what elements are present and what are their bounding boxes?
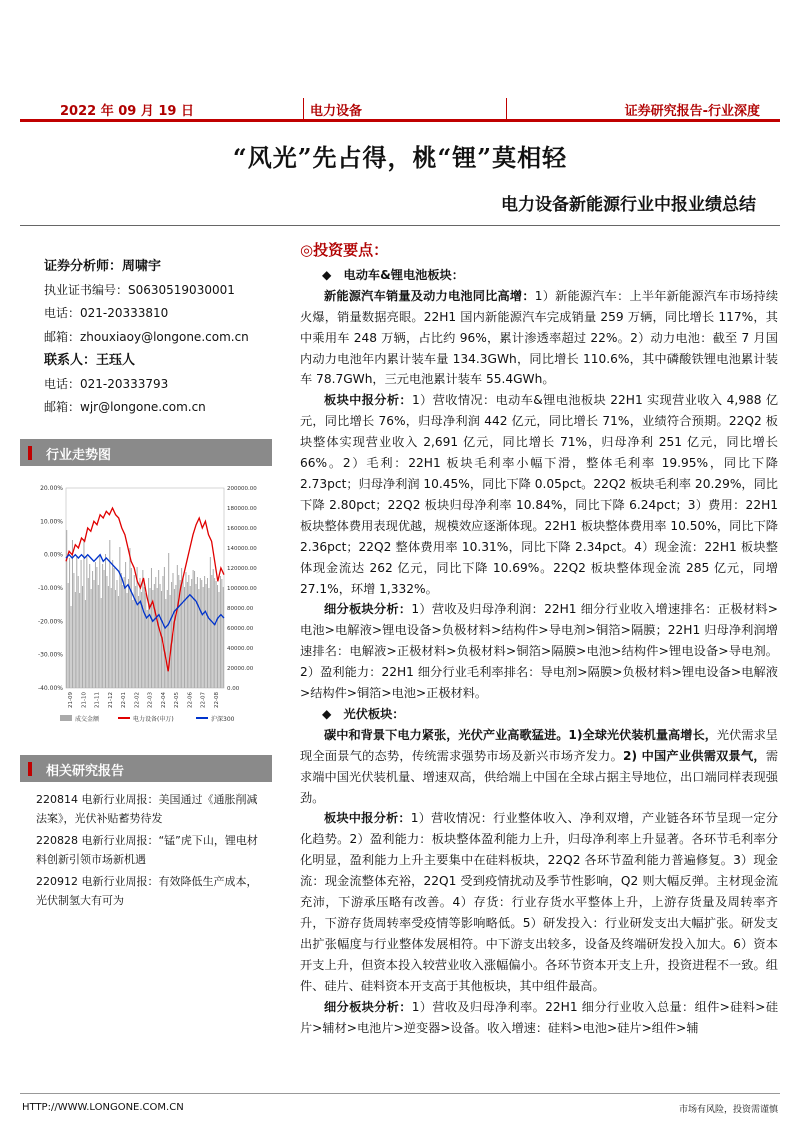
- volume-bar: [134, 575, 135, 688]
- contact-phone: 电话：021-20333793: [44, 376, 169, 391]
- x-axis-tick-label: 22-06: [187, 692, 194, 708]
- volume-bar: [223, 587, 224, 688]
- volume-bar: [129, 548, 130, 688]
- x-axis-tick-label: 21-10: [81, 692, 88, 708]
- volume-bar: [195, 584, 196, 688]
- volume-bar: [69, 558, 70, 688]
- volume-bar: [221, 579, 222, 688]
- left-axis-tick-label: -40.00%: [37, 685, 63, 692]
- trend-heading: 行业走势图: [20, 439, 272, 466]
- contact-email[interactable]: 邮箱：wjr@longone.com.cn: [44, 400, 206, 414]
- volume-bar: [147, 610, 148, 688]
- ev-section-bullet: ◆ 电动车&锂电池板块：: [322, 267, 464, 282]
- volume-bar: [122, 585, 123, 688]
- volume-bar: [188, 575, 189, 688]
- volume-bar: [183, 578, 184, 688]
- left-axis-tick-label: -10.00%: [37, 585, 63, 592]
- right-axis-tick-label: 60000.00: [227, 626, 254, 632]
- analyst-phone: 电话：021-20333810: [44, 306, 169, 320]
- related-reports-heading: 相关研究报告: [20, 755, 272, 782]
- volume-bar: [175, 585, 176, 688]
- report-sector: 电力设备: [310, 104, 363, 119]
- volume-bar: [155, 577, 156, 688]
- volume-bar: [101, 598, 102, 688]
- volume-bar: [138, 596, 139, 688]
- left-axis-tick-label: 10.00%: [40, 518, 63, 526]
- volume-bar: [125, 562, 126, 688]
- legend-label: 沪深300: [211, 716, 235, 723]
- volume-bar: [211, 575, 212, 688]
- analyst-info: [44, 255, 274, 420]
- volume-bar: [213, 569, 214, 688]
- volume-bar: [210, 557, 211, 688]
- volume-bar: [89, 564, 90, 688]
- volume-bar: [142, 570, 143, 688]
- volume-bar: [193, 570, 194, 688]
- volume-bar: [95, 562, 96, 688]
- left-axis-tick-label: -20.00%: [37, 618, 63, 626]
- footer-url[interactable]: HTTP://WWW.LONGONE.COM.CN: [22, 1102, 184, 1113]
- volume-bar: [214, 578, 215, 688]
- header-divider: [506, 98, 507, 120]
- volume-bar: [218, 592, 219, 688]
- volume-bar: [98, 585, 99, 688]
- report-date: 2022 年 09 月 19 日: [60, 104, 194, 119]
- volume-bar: [139, 578, 140, 688]
- page-footer: [20, 1093, 780, 1115]
- volume-bar: [116, 580, 117, 688]
- volume-bar: [154, 584, 155, 688]
- volume-bar: [128, 579, 129, 688]
- related-report-item[interactable]: 220912 电新行业周报：有效降低生产成本，光伏制氢大有可为: [36, 875, 258, 907]
- volume-bar: [167, 590, 168, 688]
- volume-bar: [148, 578, 149, 688]
- volume-bar: [81, 560, 82, 688]
- ev-paragraph-3: 细分板块分析：1）营收及归母净利润：22H1 细分行业收入增速排名：正极材料>电池>电解液>锂电设备>负极材料>结构件>导电剂>铜箔>隔膜；22H1 归母净利润增速排名：电解液>正极材料>负极材料>铜箔>隔膜>电池>结构件>锂电设备>导电剂。2）盈利能力：22H1 细分行业毛利率排名：导电剂>隔膜>负极材料>锂电设备>电解液>结构件>铜箔>电池>正极材料。: [300, 602, 778, 701]
- volume-bar: [79, 593, 80, 688]
- volume-bar: [66, 530, 67, 688]
- volume-bar: [217, 585, 218, 688]
- volume-bar: [124, 577, 125, 688]
- volume-bar: [206, 584, 207, 688]
- x-axis-tick-label: 21-11: [94, 692, 101, 708]
- volume-bar: [150, 588, 151, 688]
- volume-bar: [178, 575, 179, 688]
- volume-bar: [145, 593, 146, 688]
- volume-bar: [99, 556, 100, 688]
- volume-bar: [118, 596, 119, 688]
- x-axis-tick-label: 22-07: [200, 692, 207, 708]
- report-type: 证券研究报告-行业深度: [624, 104, 760, 119]
- volume-bar: [88, 578, 89, 688]
- volume-bar: [82, 586, 83, 688]
- volume-bar: [85, 600, 86, 688]
- volume-bar: [127, 593, 128, 688]
- left-axis-tick-label: -30.00%: [37, 651, 63, 659]
- volume-bar: [121, 573, 122, 688]
- volume-bar: [106, 576, 107, 688]
- volume-bar: [75, 592, 76, 688]
- related-reports-list: [36, 790, 268, 913]
- x-axis-tick-label: 22-02: [134, 692, 141, 708]
- volume-bar: [190, 586, 191, 688]
- volume-bar: [131, 568, 132, 688]
- volume-bar: [114, 568, 115, 688]
- x-axis-tick-label: 22-08: [214, 692, 220, 708]
- volume-bar: [170, 595, 171, 688]
- right-axis-tick-label: 120000.00: [227, 566, 257, 572]
- volume-bar: [91, 589, 92, 688]
- title-divider: [20, 225, 780, 226]
- report-subtitle: 电力设备新能源行业中报业绩总结: [501, 195, 756, 215]
- ev-paragraph-2: 板块中报分析：1）营收情况：电动车&锂电池板块 22H1 实现营业收入 4,988 亿元，同比增长 76%，归母净利润 442 亿元，同比增长 71%，业绩符合预期。22Q2 板块整体实现营业收入 2,691 亿元，同比增长 71%，归母净利 251 亿元，同比增长 66%。2）毛利：22H1 板块毛利率小幅下滑，整体毛利率 19.95%，同比下降 2.73pct；归母净利润 10.45%，同比下降 0.05pct。22Q2 板块毛利率 20.29%，同比下降 2.80pct；22Q2 板块归母净利率 10.84%，同比下降 6.24pct；3）费用：22H1 板块整体费用表现优越，规模效应逐渐体现。22H1 板块整体费用率 10.50%，同比下降 2.36pct；22Q2 整体费用率 10.31%，同比下降 2.34pct。4）现金流：22H1 板块整体现金流达 262 亿元，同比下降 10.69%。22Q2 板块整体现金流 285 亿元，同增 27.1%，环增 1,332%。: [300, 393, 779, 596]
- report-header-bar: [20, 98, 780, 122]
- footer-risk-warning: 市场有风险，投资需谨慎: [678, 1105, 778, 1115]
- volume-bar: [132, 600, 133, 688]
- header-divider: [303, 98, 304, 120]
- right-axis-tick-label: 40000.00: [227, 646, 254, 652]
- volume-bar: [73, 573, 74, 688]
- volume-bar: [86, 555, 87, 688]
- volume-bar: [92, 571, 93, 688]
- right-axis-tick-label: 0.00: [227, 686, 240, 692]
- volume-bar: [94, 580, 95, 688]
- volume-bar: [157, 588, 158, 688]
- volume-bar: [165, 599, 166, 688]
- related-report-item[interactable]: 220814 电新行业周报：美国通过《通胀削减法案》，光伏补贴蓄势待发: [36, 793, 258, 825]
- right-axis-tick-label: 20000.00: [227, 666, 254, 672]
- industry-trend-chart: [20, 478, 272, 730]
- volume-bar: [174, 589, 175, 688]
- volume-bar: [105, 554, 106, 688]
- volume-bar: [68, 583, 69, 688]
- analyst-email[interactable]: 邮箱：zhouxiaoy@longone.com.cn: [44, 329, 249, 344]
- volume-bar: [208, 588, 209, 688]
- volume-bar: [78, 576, 79, 688]
- volume-bar: [220, 576, 221, 688]
- volume-bar: [162, 576, 163, 688]
- right-axis-tick-label: 200000.00: [227, 486, 257, 492]
- volume-bar: [204, 576, 205, 688]
- volume-bar: [177, 565, 178, 688]
- volume-bar: [102, 564, 103, 688]
- report-title: “风光”先占得，桃“锂”莫相轻: [232, 143, 568, 172]
- contact-name: 联系人：王珏人: [44, 353, 136, 368]
- x-axis-tick-label: 22-03: [147, 692, 154, 708]
- pv-paragraph-1: 碳中和背景下电力紧张，光伏产业高歌猛进。1)全球光伏装机量高增长，光伏需求呈现全面景气的态势，传统需求强势市场及新兴市场齐发力。2) 中国产业供需双景气，需求端中国光伏装机量、增速双高，供给端上中国在全球占据主导地位，出口端同样表现强劲。: [300, 727, 779, 805]
- volume-bar: [137, 567, 138, 688]
- pv-paragraph-2: 板块中报分析：1）营收情况：行业整体收入、净利双增，产业链各环节呈现一定分化趋势。2）盈利能力：板块整体盈利能力上升，归母净利率上升显著。各环节毛利率分化明显，盈利能力上升主要集中在硅料板块，22Q2 各环节盈利能力普遍修复。3）现金流：现金流整体充裕，22Q1 受到疫情扰动及季节性影响，Q2 则大幅反弹。主材现金流充沛，下游承压略有改善。4）存货：行业存货水平整体上升，上游存货量及周转率齐升，下游存货周转率受疫情等影响略低。5）研发投入：行业研发支出大幅扩张。研发支出扩张幅度与行业整体发展相符。中下游支出较多，设备及终端研发投入加大。6）资本开支上升，但资本投入较营业收入涨幅偏小。各环节资本开支上升，投资进程不一致。组件、硅片、硅料资本开支高于其他板块，其中组件最高。: [300, 811, 779, 993]
- volume-bar: [201, 580, 202, 688]
- legend-label: 电力设备(申万): [133, 716, 174, 723]
- left-axis-tick-label: 0.00%: [43, 551, 63, 559]
- volume-bar: [171, 582, 172, 688]
- volume-bar: [151, 568, 152, 688]
- legend-swatch: [60, 715, 72, 721]
- volume-bar: [119, 547, 120, 688]
- right-axis-tick-label: 140000.00: [227, 546, 257, 552]
- volume-bar: [83, 539, 84, 688]
- ev-paragraph-1: 新能源汽车销量及动力电池同比高增：1）新能源汽车：上半年新能源汽车市场持续火爆，销量数据亮眼。22H1 国内新能源汽车完成销量 259 万辆，同比增长 117%，其中乘用车 248 万辆，占比约 96%，累计渗透率超过 22%。2）动力电池：截至 7 月国内动力电池年内累计装车量 134.3GWh，同比增长 110.6%，其中磷酸铁锂电池累计装车 78.7GWh，三元电池累计装车 55.4GWh。: [300, 288, 779, 387]
- x-axis-tick-label: 22-01: [121, 692, 128, 708]
- volume-bar: [72, 540, 73, 688]
- right-axis-tick-label: 80000.00: [227, 606, 254, 612]
- section-title: ◎投资要点：: [300, 241, 389, 259]
- x-axis-tick-label: 22-04: [160, 692, 167, 708]
- investment-highlights: [300, 240, 778, 1038]
- volume-bar: [112, 560, 113, 688]
- related-report-item[interactable]: 220828 电新行业周报：“锰”虎下山，锂电材料创新引领市场新机遇: [36, 834, 258, 866]
- volume-bar: [197, 577, 198, 688]
- volume-bar: [216, 581, 217, 688]
- pv-section-bullet: ◆ 光伏板块：: [322, 706, 405, 721]
- volume-bar: [185, 572, 186, 688]
- volume-bar: [194, 571, 195, 688]
- volume-bar: [200, 578, 201, 688]
- volume-bar: [144, 587, 145, 688]
- volume-bar: [76, 557, 77, 688]
- analyst-name: 证券分析师：周啸宇: [44, 259, 162, 274]
- volume-bar: [184, 587, 185, 688]
- volume-bar: [104, 570, 105, 688]
- left-axis-tick-label: 20.00%: [40, 485, 63, 492]
- volume-bar: [111, 588, 112, 688]
- volume-bar: [198, 589, 199, 688]
- volume-bar: [115, 590, 116, 688]
- legend-label: 成交金额: [75, 716, 100, 723]
- analyst-cert: 执业证书编号：S0630519030001: [44, 282, 235, 297]
- volume-bar: [203, 587, 204, 688]
- volume-bar: [108, 586, 109, 688]
- volume-bar: [96, 567, 97, 688]
- right-axis-tick-label: 160000.00: [227, 526, 257, 532]
- x-axis-tick-label: 21-12: [107, 692, 114, 708]
- volume-bar: [207, 578, 208, 688]
- right-axis-tick-label: 180000.00: [227, 506, 257, 512]
- volume-bar: [71, 606, 72, 688]
- right-axis-tick-label: 100000.00: [227, 586, 257, 592]
- x-axis-tick-label: 21-09: [68, 692, 74, 708]
- pv-paragraph-3: 细分板块分析：1）营收及归母净利率。22H1 细分行业收入总量：组件>硅料>硅片>辅材>电池片>逆变器>设备。收入增速：硅料>电池>硅片>组件>辅: [300, 999, 779, 1035]
- volume-bar: [160, 584, 161, 688]
- x-axis-tick-label: 22-05: [174, 692, 181, 708]
